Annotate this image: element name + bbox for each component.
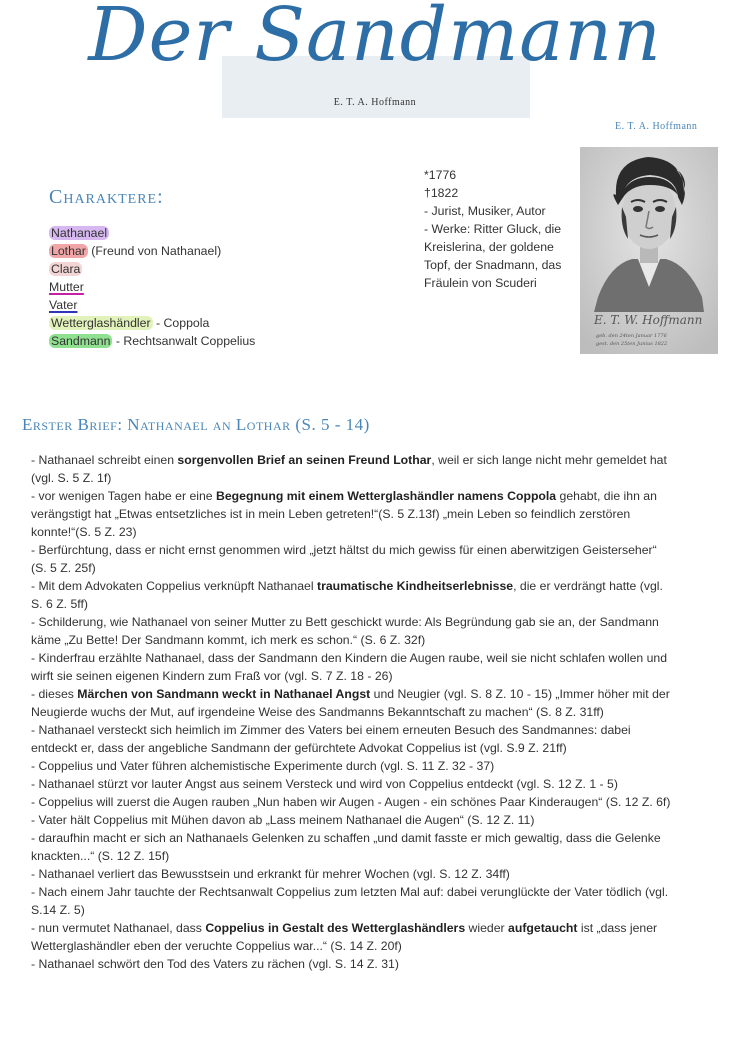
- character-item: [49, 296, 255, 314]
- note-text: - Coppelius und Vater führen alchemistische Experimente durch (vgl. S. 11 Z. 32 - 37): [31, 759, 495, 773]
- bio-born: *1776: [424, 168, 457, 182]
- character-item: [49, 332, 255, 350]
- note-item: [31, 811, 671, 829]
- portrait-drawing: [580, 147, 718, 354]
- note-text: - Schilderung, wie Nathanael von seiner Mutter zu Bett geschickt wurde: Als Begründung gab sie an, der Sandmann käme „Zu Bette! Der Sandmann kommt, ich merk es schon.“ (S. 6 Z. 32f): [31, 615, 659, 647]
- note-text: - Mit dem Advokaten Coppelius verknüpft Nathanael: [31, 579, 317, 593]
- note-text: - Berfürchtung, dass er nicht ernst genommen wird „jetzt hältst du mich gewiss für einen aberwitzigen Geisterseher“ (S. 5 Z. 25f): [31, 543, 657, 575]
- character-item: [49, 260, 255, 278]
- character-name: Clara: [51, 262, 81, 276]
- note-text: , weil er sich lange nicht mehr gemeldet hat (vgl. S. 5 Z. 1f): [31, 453, 667, 485]
- note-text: ist „dass jener Wetterglashändler eben der veruchte Coppelius war...“ (S. 14 Z. 20f): [31, 921, 658, 953]
- note-text: - Nathanael schwört den Tod des Vaters zu rächen (vgl. S. 14 Z. 31): [31, 957, 399, 971]
- note-text: - dieses: [31, 687, 78, 701]
- note-text: und Neugier (vgl. S. 8 Z. 10 - 15) „Immer höher mit der Neugierde wuchs der Mut, auf irgendeine Weise des Sandmanns Bekanntschaft zu machen“ (S. 8 Z. 31ff): [31, 687, 670, 719]
- note-text: - Nathanael schreibt einen: [31, 453, 178, 467]
- character-list: [49, 224, 255, 350]
- note-text: - Nathanael versteckt sich heimlich im Zimmer des Vaters bei einem erneuten Besuch des Sandmannes: dabei entdeckt er, dass der angebliche Sandmann der gefürchtete Advokat Coppelius ist (vgl. S.9 Z. 21ff): [31, 723, 631, 755]
- portrait-inscription-birth: geb. den 24ten Januar 1776: [596, 333, 667, 339]
- bio-profession: - Jurist, Musiker, Autor: [424, 204, 546, 218]
- note-item: [31, 541, 671, 577]
- character-item: [49, 242, 255, 260]
- note-item: [31, 685, 671, 721]
- bio-works: - Werke: Ritter Gluck, die Kreislerina, der goldene Topf, der Snadmann, das Fräulein von Scuderi: [424, 222, 562, 290]
- note-item: [31, 829, 671, 865]
- note-item: [31, 919, 671, 955]
- note-text: - vor wenigen Tagen habe er eine: [31, 489, 217, 503]
- character-note: - Rechtsanwalt Coppelius: [112, 334, 256, 348]
- character-name: Lothar: [51, 244, 86, 258]
- character-item: [49, 314, 255, 332]
- note-text: - nun vermutet Nathanael, dass: [31, 921, 206, 935]
- character-name: Vater: [49, 298, 78, 312]
- note-emphasis: sorgenvollen Brief an seinen Freund Lothar: [177, 453, 432, 467]
- bio-died: †1822: [424, 186, 459, 200]
- character-item: [49, 278, 255, 296]
- note-text: - daraufhin macht er sich an Nathanaels Gelenken zu schaffen „und damit fasste er mich gewaltig, dass die Gelenke knackten...“ (S. 12 Z. 15f): [31, 831, 661, 863]
- note-text: - Kinderfrau erzählte Nathanael, dass der Sandmann den Kindern die Augen raube, weil sie nicht schlafen wollen und wirft sie seinen eigenen Kindern zum Fraß vor (vgl. S. 7 Z. 18 - 26): [31, 651, 668, 683]
- character-name: Nathanael: [51, 226, 108, 240]
- note-item: [31, 865, 671, 883]
- section-heading: Erster Brief: Nathanael an Lothar (S. 5 - 14): [22, 415, 370, 434]
- note-item: [31, 487, 671, 541]
- note-text: wieder: [465, 921, 509, 935]
- portrait-left-eye: [633, 206, 643, 212]
- note-text: - Coppelius will zuerst die Augen rauben „Nun haben wir Augen - Augen - ein schönes Paar Kinderaugen“ (S. 12 Z. 6f): [31, 795, 671, 809]
- note-text: - Nach einem Jahr tauchte der Rechtsanwalt Coppelius zum letzten Mal auf: dabei verunglückte der Vater tödlich (vgl. S.14 Z. 5): [31, 885, 669, 917]
- portrait-right-eye: [655, 206, 665, 212]
- note-emphasis: aufgetaucht: [508, 921, 578, 935]
- note-item: [31, 721, 671, 757]
- note-text: - Vater hält Coppelius mit Mühen davon ab „Lass meinem Nathanael die Augen“ (S. 12 Z. 11): [31, 813, 535, 827]
- note-text: - Nathanael stürzt vor lauter Angst aus seinem Versteck und wird von Coppelius entdeckt (vgl. S. 12 Z. 1 - 5): [31, 777, 618, 791]
- note-item: [31, 451, 671, 487]
- character-name: Mutter: [49, 280, 84, 294]
- note-text: gehabt, die ihn an verängstigt hat „Etwas entsetzliches ist in mein Leben getreten!“(S. 5 Z.13f) „mein Leben so feindlich zerstören konnte!“(S. 5 Z. 23): [31, 489, 657, 539]
- character-name: Wetterglashändler: [51, 316, 151, 330]
- note-emphasis: Märchen von Sandmann weckt in Nathanael Angst: [77, 687, 371, 701]
- portrait-signature: E. T. W. Hoffmann: [594, 313, 703, 327]
- note-item: [31, 883, 671, 919]
- note-item: [31, 577, 671, 613]
- character-item: [49, 224, 255, 242]
- portrait-caption: E. T. A. Hoffmann: [615, 121, 698, 132]
- portrait-inscription-death: gest. den 25ten Junius 1822: [596, 341, 668, 347]
- note-item: [31, 775, 671, 793]
- note-text: , die er verdrängt hatte (vgl. S. 6 Z. 5ff): [31, 579, 663, 611]
- notes-list: [31, 451, 671, 973]
- author-bio: [424, 166, 574, 292]
- character-note: - Coppola: [152, 316, 210, 330]
- note-emphasis: Coppelius in Gestalt des Wetterglashändlers: [205, 921, 466, 935]
- note-item: [31, 613, 671, 649]
- note-item: [31, 793, 671, 811]
- note-item: [31, 757, 671, 775]
- characters-heading: Charaktere:: [49, 186, 164, 208]
- note-emphasis: traumatische Kindheitserlebnisse: [317, 579, 514, 593]
- character-name: Sandmann: [51, 334, 111, 348]
- page-title: Der Sandmann: [88, 0, 662, 78]
- note-text: - Nathanael verliert das Bewusstsein und erkrankt für mehrer Wochen (vgl. S. 12 Z. 34ff): [31, 867, 510, 881]
- note-item: [31, 649, 671, 685]
- author-portrait: [580, 147, 718, 354]
- note-emphasis: Begegnung mit einem Wetterglashändler namens Coppola: [216, 489, 557, 503]
- note-item: [31, 955, 671, 973]
- character-note: (Freund von Nathanael): [87, 244, 222, 258]
- page-subtitle: E. T. A. Hoffmann: [333, 97, 417, 108]
